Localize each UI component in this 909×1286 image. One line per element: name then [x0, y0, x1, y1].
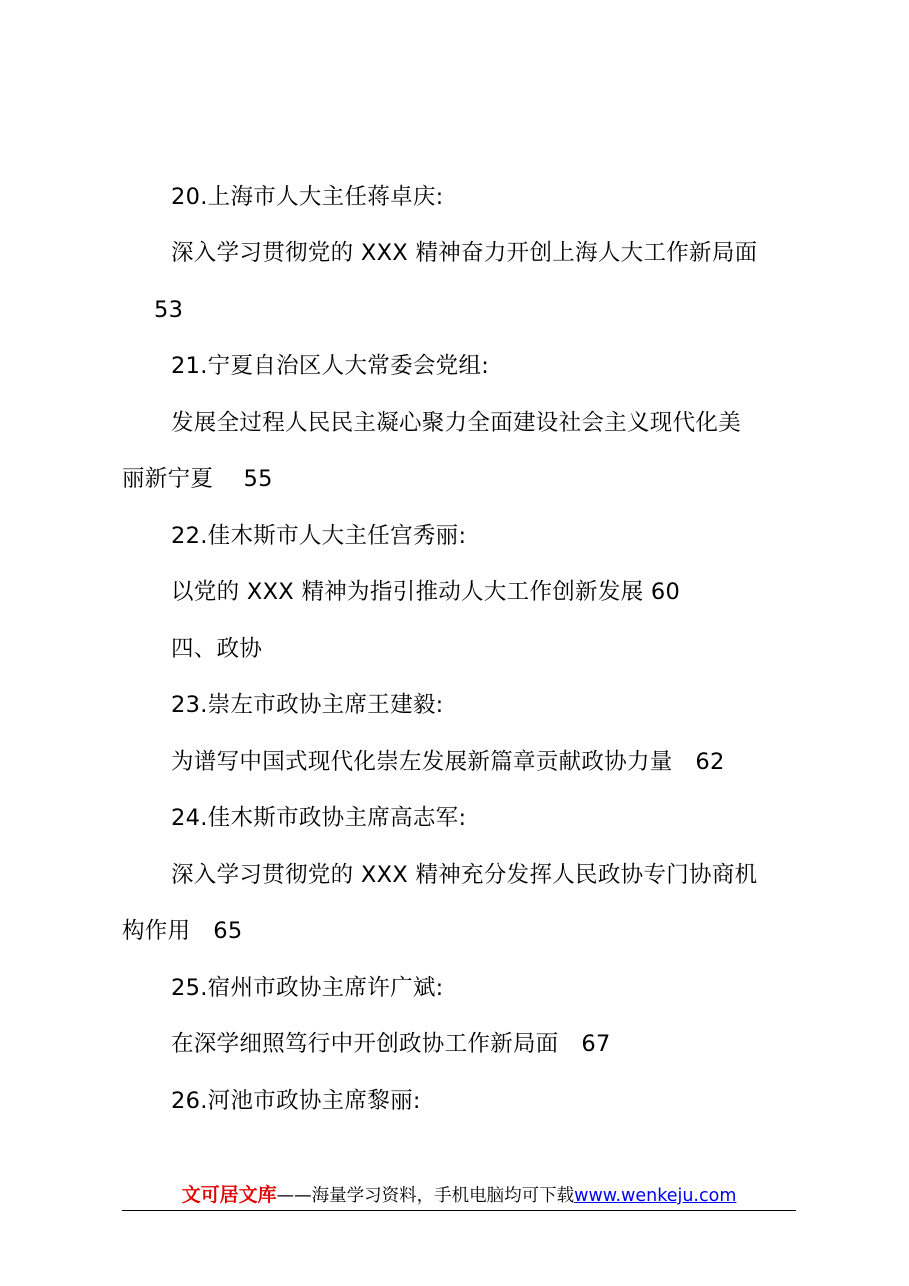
toc-entry-20-text: 深入学习贯彻党的 XXX 精神奋力开创上海人大工作新局面 — [171, 240, 758, 266]
page-footer — [122, 1180, 796, 1211]
toc-entry-24-text-2: 构作用 65 — [122, 918, 243, 944]
footer-site-link[interactable]: www.wenkeju.com — [574, 1186, 737, 1206]
footer-slogan: ——海量学习资料，手机电脑均可下载 — [276, 1186, 575, 1206]
section-heading-cppcc: 四、政协 — [171, 636, 263, 662]
toc-entry-26-title: 26.河池市政协主席黎丽: — [171, 1088, 421, 1114]
toc-entry-24-text-1: 深入学习贯彻党的 XXX 精神充分发挥人民政协专门协商机 — [171, 862, 758, 888]
toc-entry-21-text-2: 丽新宁夏 55 — [122, 466, 273, 492]
toc-entry-25-text: 在深学细照笃行中开创政协工作新局面 67 — [171, 1031, 611, 1057]
toc-entry-23-title: 23.崇左市政协主席王建毅: — [171, 692, 444, 718]
toc-entry-22-title: 22.佳木斯市人大主任宫秀丽: — [171, 523, 467, 549]
toc-entry-21-title: 21.宁夏自治区人大常委会党组: — [171, 353, 490, 379]
toc-entry-20-page: 53 — [154, 297, 184, 323]
toc-entry-24-title: 24.佳木斯市政协主席高志军: — [171, 805, 467, 831]
toc-entry-25-title: 25.宿州市政协主席许广斌: — [171, 975, 444, 1001]
toc-entry-21-text-1: 发展全过程人民民主凝心聚力全面建设社会主义现代化美 — [171, 410, 742, 436]
toc-entry-23-text: 为谱写中国式现代化崇左发展新篇章贡献政协力量 62 — [171, 749, 725, 775]
toc-entry-20-title: 20.上海市人大主任蒋卓庆: — [171, 184, 444, 210]
toc-entry-22-text: 以党的 XXX 精神为指引推动人大工作创新发展 60 — [171, 579, 681, 605]
footer-brand: 文可居文库 — [181, 1184, 277, 1206]
